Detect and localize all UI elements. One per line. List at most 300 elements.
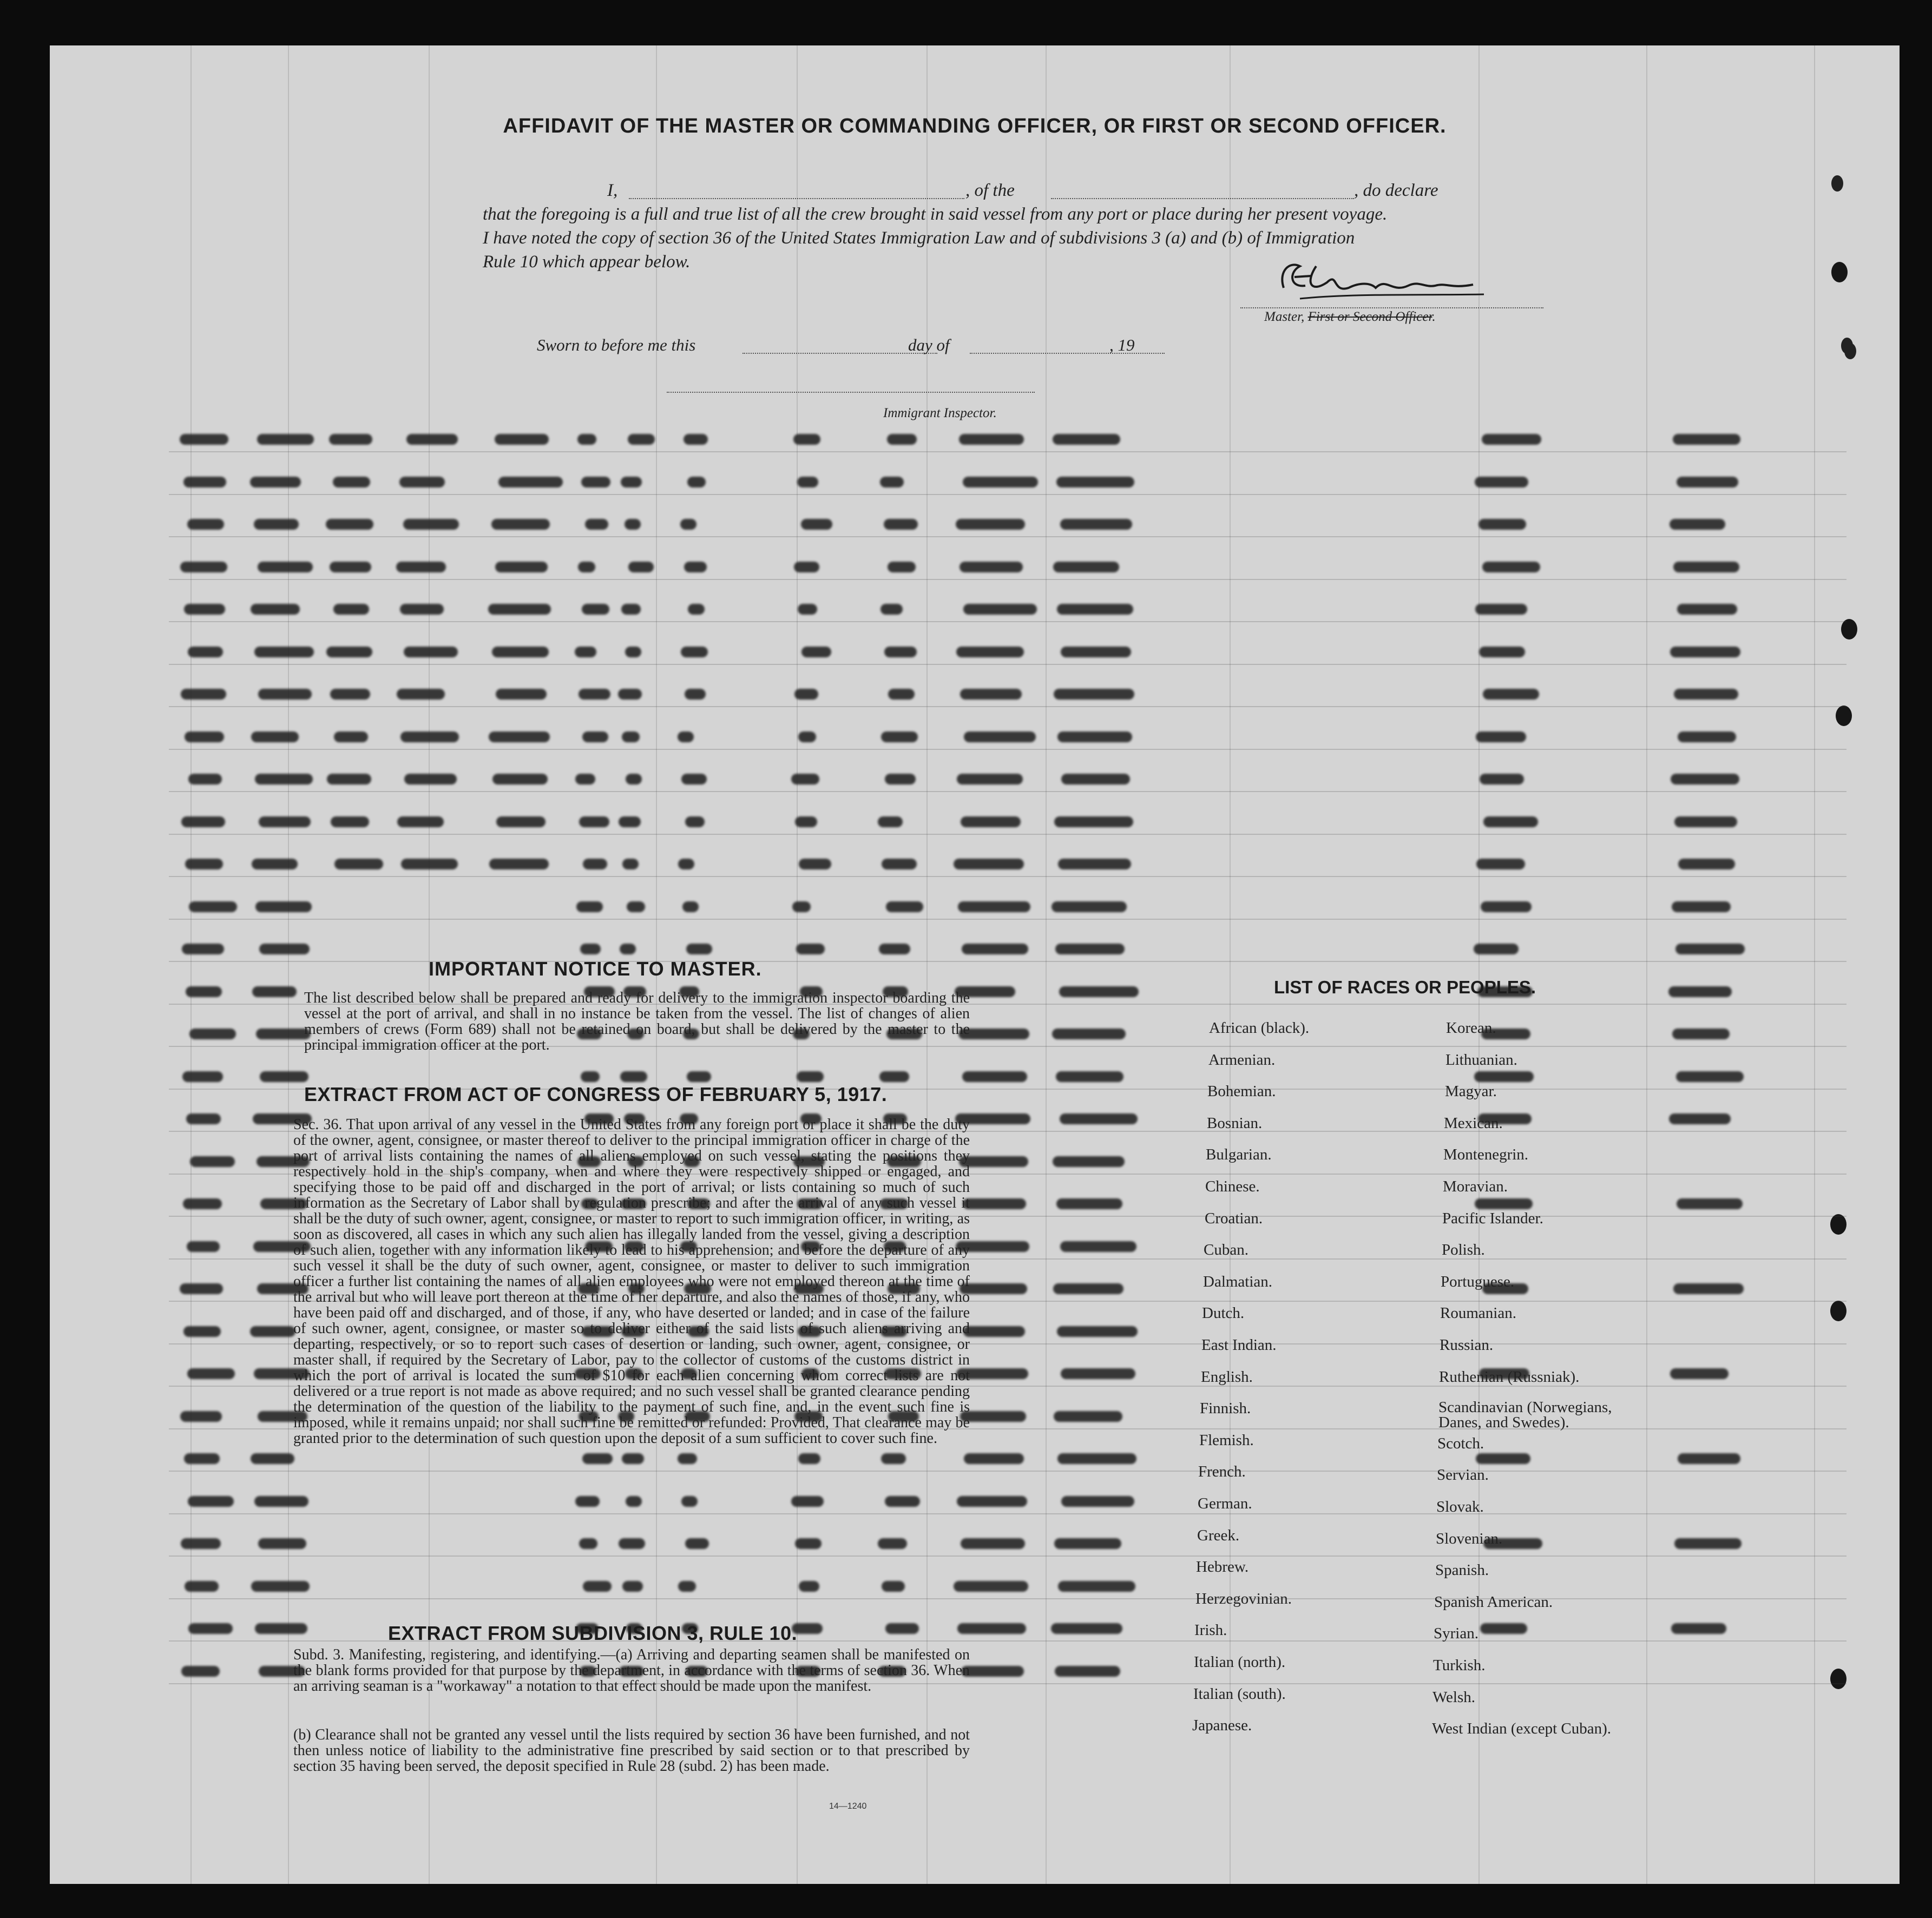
notice-text: The list described below shall be prepared and ready for delivery to the immigration inspector boarding the vessel at the port of arrival, and shall in no instance be taken from the vessel. The list of changes of alien members of crews (Form 689) shall not be retained on board, but shall be delivered by the master to the principal immigration officer at the port. <box>304 990 970 1053</box>
faded-entry <box>628 562 654 572</box>
faded-entry <box>1671 774 1739 785</box>
faded-entry <box>627 901 645 912</box>
faded-entry <box>580 944 601 954</box>
faded-entry <box>1670 519 1725 530</box>
race-item: Italian (south). <box>1193 1685 1286 1703</box>
faded-entry <box>406 434 458 445</box>
faded-entry <box>1672 901 1731 912</box>
faded-entry <box>678 731 694 742</box>
faded-entry <box>1478 519 1526 530</box>
faded-entry <box>1672 1029 1730 1039</box>
race-item: West Indian (except Cuban). <box>1432 1720 1612 1737</box>
faded-entry <box>881 731 918 742</box>
faded-entry <box>190 1156 235 1167</box>
faded-entry <box>582 604 609 615</box>
faded-entry <box>796 944 825 954</box>
faded-entry <box>792 901 811 912</box>
race-item: Bohemian. <box>1207 1083 1276 1100</box>
faded-entry <box>795 1538 822 1549</box>
faded-entry <box>183 477 226 487</box>
faded-entry <box>255 774 313 785</box>
punch-hole-icon <box>1831 262 1848 282</box>
faded-entry <box>621 604 641 615</box>
inspector-label: Immigrant Inspector. <box>883 406 997 420</box>
faded-entry <box>181 1666 220 1677</box>
faded-entry <box>957 1496 1027 1507</box>
faded-entry <box>798 604 817 615</box>
faded-entry <box>798 731 816 742</box>
races-title: LIST OF RACES OR PEOPLES. <box>1274 977 1536 997</box>
faded-entry <box>187 519 224 530</box>
faded-entry <box>1678 731 1736 742</box>
day-of-label: day of <box>908 335 950 354</box>
faded-entry <box>680 519 696 530</box>
faded-entry <box>579 689 610 700</box>
race-item: Croatian. <box>1205 1210 1263 1227</box>
faded-entry <box>963 477 1038 487</box>
faded-entry <box>1476 859 1525 869</box>
faded-entry <box>333 477 370 487</box>
faded-entry <box>250 1326 295 1337</box>
faded-entry <box>1678 1453 1740 1464</box>
faded-entry <box>1052 901 1127 912</box>
faded-entry <box>626 1496 642 1507</box>
faded-entry <box>255 901 312 912</box>
race-item: Polish. <box>1442 1241 1485 1258</box>
faded-entry <box>799 1581 819 1592</box>
faded-entry <box>794 562 819 572</box>
faded-entry <box>885 774 916 785</box>
extract-act-title: EXTRACT FROM ACT OF CONGRESS OF FEBRUARY 5, 1917. <box>304 1083 888 1105</box>
faded-entry <box>576 901 603 912</box>
faded-entry <box>791 774 819 785</box>
faded-entry <box>628 434 655 445</box>
faded-entry <box>180 1411 222 1422</box>
faded-entry <box>400 731 459 742</box>
faded-entry <box>180 434 228 445</box>
faded-entry <box>1673 434 1740 445</box>
faded-entry <box>1054 1411 1122 1422</box>
faded-entry <box>185 731 224 742</box>
faded-entry <box>620 944 636 954</box>
faded-entry <box>180 562 227 572</box>
faded-entry <box>685 689 706 700</box>
faded-entry <box>880 604 903 615</box>
faded-entry <box>185 1581 219 1592</box>
race-item: Armenian. <box>1208 1051 1276 1069</box>
faded-entry <box>888 689 915 700</box>
section-36-text: Sec. 36. That upon arrival of any vessel in the United States from any foreign port or place it shall be the duty of the owner, agent, consignee, or master thereof to deliver to the principal immigration officer in charge of the port of arrival lists containing the names of all aliens employed on such vessel, stating the positions they respectively hold in the ship's company, when and where they were respectively shipped or engaged, and specifying those to be paid off and discharged in the port of arrival; or lists containing so much of such information as the Secretary of Labor shall by regulation prescribe; and after the arrival of any such vessel it shall be the duty of such owner, agent, consignee, or master to report to such immigration officer, in writing, as soon as discovered, all cases in which any such alien has illegally landed from the vessel, giving a description of such alien, together with any information likely to lead to his apprehension; and before the departure of any such vessel it shall be the duty of such owner, agent, consignee, or master to deliver to such immigration officer a further list containing the names of all alien employees who were not employed thereon at the time of the arrival but who will leave port thereon at the time of her departure, and also the names of those, if any, who have been paid off and discharged, and of those, if any, who have deserted or landed; and in case of the failure of such owner, agent, consignee, or master so to deliver either of the said lists of such aliens arriving and departing, respectively, or so to report such cases of desertion or landing, such owner, agent, consignee, or master shall, if required by the Secretary of Labor, pay to the collector of customs of the customs district in which the port of arrival is located the sum of $10 for each alien concerning whom correct lists are not delivered or a true report is not made as above required; and no such vessel shall be granted clearance pending the determination of the question of the liability to the payment of such fine, and, in the event such fine is imposed, while it remains unpaid; nor shall such fine be remitted or refunded: Provided, That clearance may be granted prior to the determination of such question upon the deposit of a sum sufficient to cover such fine. <box>293 1116 970 1447</box>
faded-entry <box>1057 1453 1136 1464</box>
faded-entry <box>251 1581 310 1592</box>
punch-hole-icon <box>1836 706 1852 726</box>
faded-entry <box>1060 519 1132 530</box>
race-item: East Indian. <box>1201 1336 1277 1354</box>
faded-entry <box>188 1623 233 1634</box>
faded-entry <box>1675 944 1745 954</box>
race-item: Dalmatian. <box>1203 1273 1273 1290</box>
faded-entry <box>260 1071 308 1082</box>
faded-entry <box>330 689 370 700</box>
faded-entry <box>489 731 550 742</box>
faded-entry <box>964 731 1036 742</box>
faded-entry <box>1480 1623 1527 1634</box>
faded-entry <box>1053 562 1119 572</box>
faded-entry <box>326 647 372 657</box>
faded-entry <box>399 477 445 487</box>
faded-entry <box>961 1666 1024 1677</box>
faded-entry <box>795 816 817 827</box>
race-item: Magyar. <box>1445 1083 1497 1100</box>
faded-entry <box>626 774 642 785</box>
faded-entry <box>880 477 904 487</box>
faded-entry <box>1057 604 1133 615</box>
faded-entry <box>620 1071 647 1082</box>
faded-entry <box>957 1623 1026 1634</box>
faded-entry <box>255 1623 307 1634</box>
faded-entry <box>1061 647 1131 657</box>
faded-entry <box>684 434 708 445</box>
race-item: Flemish. <box>1199 1432 1254 1449</box>
faded-entry <box>881 1453 906 1464</box>
faded-entry <box>1480 774 1524 785</box>
faded-entry <box>1475 477 1528 487</box>
faded-entry <box>404 647 458 657</box>
race-item: Slovenian. <box>1436 1530 1503 1547</box>
faded-entry <box>254 519 299 530</box>
faded-entry <box>1059 986 1139 997</box>
subdivision-b-text: (b) Clearance shall not be granted any vessel until the lists required by section 36 have been furnished, and not then unless notice of liability to the administrative fine prescribed by said section or to that prescribed by section 35 having been served, the deposit specified in Rule 28 (subd. 2) has been made. <box>293 1726 970 1775</box>
faded-entry <box>1678 859 1735 869</box>
year-label: , 19 <box>1109 335 1135 354</box>
faded-entry <box>688 604 705 615</box>
faded-entry <box>404 774 457 785</box>
faded-entry <box>681 774 707 785</box>
faded-entry <box>579 816 609 827</box>
faded-entry <box>1053 1283 1123 1294</box>
faded-entry <box>1677 477 1738 487</box>
faded-entry <box>583 859 607 869</box>
faded-entry <box>1476 731 1526 742</box>
faded-entry <box>492 774 548 785</box>
faded-entry <box>1054 1538 1121 1549</box>
faded-entry <box>685 816 705 827</box>
faded-entry <box>182 1071 223 1082</box>
faded-entry <box>258 689 312 700</box>
faded-entry <box>1479 647 1525 657</box>
faded-entry <box>259 816 311 827</box>
faded-entry <box>622 731 640 742</box>
affidavit-i-label: I, <box>607 181 618 200</box>
affidavit-title: AFFIDAVIT OF THE MASTER OR COMMANDING OFFICER, OR FIRST OR SECOND OFFICER. <box>503 115 1447 137</box>
race-item: Finnish. <box>1200 1400 1251 1417</box>
faded-entry <box>678 1453 697 1464</box>
faded-entry <box>1055 944 1125 954</box>
race-item: Roumanian. <box>1440 1304 1516 1322</box>
faded-entry <box>621 477 642 487</box>
faded-entry <box>1476 1453 1530 1464</box>
faded-entry <box>495 562 548 572</box>
faded-entry <box>619 816 641 827</box>
faded-entry <box>403 519 459 530</box>
faded-entry <box>1061 774 1130 785</box>
race-item: Spanish. <box>1435 1561 1489 1579</box>
race-item: Lithuanian. <box>1445 1051 1517 1069</box>
faded-entry <box>1483 689 1539 700</box>
faded-entry <box>1053 1156 1125 1167</box>
faded-entry <box>1475 604 1527 615</box>
affidavit-line-3: I have noted the copy of section 36 of the United States Immigration Law and of subdivisions 3 (a) and (b) of Immigration <box>483 228 1355 248</box>
faded-entry <box>1058 1581 1135 1592</box>
faded-entry <box>1056 1198 1122 1209</box>
punch-hole-icon <box>1830 1669 1846 1689</box>
faded-entry <box>251 604 300 615</box>
faded-entry <box>625 647 641 657</box>
faded-entry <box>878 816 903 827</box>
faded-entry <box>1677 1198 1743 1209</box>
faded-entry <box>183 1198 222 1209</box>
punch-hole-icon <box>1831 175 1843 192</box>
faded-entry <box>1674 816 1737 827</box>
faded-entry <box>577 434 596 445</box>
faded-entry <box>618 689 642 700</box>
race-item: Italian (north). <box>1194 1653 1286 1671</box>
faded-entry <box>329 434 372 445</box>
faded-entry <box>1673 1283 1744 1294</box>
faded-entry <box>961 1538 1025 1549</box>
faded-entry <box>956 519 1025 530</box>
race-item: Scotch. <box>1437 1435 1484 1452</box>
faded-entry <box>489 859 549 869</box>
faded-entry <box>258 562 313 572</box>
faded-entry <box>188 1496 234 1507</box>
faded-entry <box>885 1496 920 1507</box>
faded-entry <box>1670 647 1740 657</box>
faded-entry <box>188 774 222 785</box>
race-item: Bosnian. <box>1207 1115 1263 1132</box>
faded-entry <box>1060 1241 1136 1252</box>
faded-entry <box>1051 1623 1122 1634</box>
faded-entry <box>1668 986 1732 997</box>
faded-entry <box>622 859 639 869</box>
faded-entry <box>330 562 371 572</box>
faded-entry <box>1481 901 1532 912</box>
faded-entry <box>960 689 1022 700</box>
faded-entry <box>794 689 818 700</box>
master-signature <box>1267 250 1495 304</box>
faded-entry <box>687 477 706 487</box>
faded-entry <box>189 1029 236 1039</box>
faded-entry <box>326 519 373 530</box>
faded-entry <box>578 562 595 572</box>
form-number: 14—1240 <box>829 1802 867 1811</box>
faded-entry <box>954 1581 1028 1592</box>
race-item: Servian. <box>1437 1466 1489 1484</box>
faded-entry <box>1483 816 1538 827</box>
faded-entry <box>884 647 917 657</box>
race-item: Irish. <box>1194 1622 1227 1639</box>
faded-entry <box>882 859 917 869</box>
race-item: Welsh. <box>1432 1689 1476 1706</box>
faded-entry <box>251 1453 294 1464</box>
master-label: Master, <box>1264 309 1305 324</box>
faded-entry <box>583 1581 612 1592</box>
faded-entry <box>251 731 299 742</box>
punch-hole-icon <box>1830 1214 1846 1235</box>
notice-title: IMPORTANT NOTICE TO MASTER. <box>429 958 762 980</box>
faded-entry <box>579 1538 597 1549</box>
faded-entry <box>1056 477 1134 487</box>
race-item: Montenegrin. <box>1443 1146 1529 1163</box>
manifest-page <box>50 45 1900 1884</box>
race-item: African (black). <box>1209 1019 1310 1037</box>
faded-entry <box>1674 689 1738 700</box>
faded-entry <box>625 519 641 530</box>
sworn-label: Sworn to before me this <box>537 335 696 354</box>
faded-entry <box>681 647 708 657</box>
race-item: Spanish American. <box>1434 1593 1553 1611</box>
faded-entry <box>1670 1368 1729 1379</box>
race-item: Hebrew. <box>1196 1558 1249 1576</box>
faded-entry <box>254 647 314 657</box>
faded-entry <box>879 944 910 954</box>
race-item: Pacific Islander. <box>1442 1210 1543 1227</box>
race-item: Mexican. <box>1444 1115 1503 1132</box>
faded-entry <box>1057 1326 1138 1337</box>
faded-entry <box>1474 944 1519 954</box>
faded-entry <box>678 859 694 869</box>
faded-entry <box>960 562 1023 572</box>
faded-entry <box>801 647 831 657</box>
faded-entry <box>793 434 820 445</box>
faded-entry <box>878 1538 907 1549</box>
faded-entry <box>1055 1666 1120 1677</box>
faded-entry <box>1061 1368 1135 1379</box>
faded-entry <box>882 1581 905 1592</box>
faded-entry <box>686 944 712 954</box>
race-item: Korean. <box>1446 1019 1496 1037</box>
faded-entry <box>401 859 458 869</box>
faded-entry <box>687 1071 711 1082</box>
faded-entry <box>885 1623 919 1634</box>
faded-entry <box>581 1071 600 1082</box>
struck-officer-label: First or Second Officer <box>1307 309 1432 324</box>
faded-entry <box>333 604 369 615</box>
race-item: Bulgarian. <box>1206 1146 1272 1163</box>
faded-entry <box>963 1198 1026 1209</box>
faded-entry <box>1474 1071 1534 1082</box>
race-item: English. <box>1201 1368 1253 1386</box>
faded-entry <box>181 816 225 827</box>
faded-entry <box>1475 1198 1533 1209</box>
faded-entry <box>1052 1029 1126 1039</box>
faded-entry <box>181 689 226 700</box>
faded-entry <box>684 562 707 572</box>
faded-entry <box>884 519 918 530</box>
faded-entry <box>886 901 923 912</box>
faded-entry <box>1676 1071 1744 1082</box>
faded-entry <box>798 1453 820 1464</box>
faded-entry <box>327 774 371 785</box>
affidavit-line-2: that the foregoing is a full and true list of all the crew brought in said vessel from any port or place during her present voyage. <box>483 205 1388 224</box>
faded-entry <box>185 859 223 869</box>
race-item: Scandinavian (Norwegians, Danes, and Swedes). <box>1438 1399 1612 1431</box>
faded-entry <box>334 731 368 742</box>
extract-rule-title: EXTRACT FROM SUBDIVISION 3, RULE 10. <box>388 1622 798 1644</box>
faded-entry <box>397 816 444 827</box>
faded-entry <box>962 944 1028 954</box>
faded-entry <box>1058 859 1131 869</box>
faded-entry <box>957 774 1023 785</box>
race-item: Cuban. <box>1204 1241 1248 1258</box>
race-item: German. <box>1198 1495 1252 1512</box>
faded-entry <box>958 901 1030 912</box>
faded-entry <box>186 986 222 997</box>
faded-entry <box>496 689 547 700</box>
subdivision-a-text: Subd. 3. Manifesting, registering, and identifying.—(a) Arriving and departing seamen shall be manifested on the blank forms provided for that purpose by the department, in accordance with the terms of section 36. When an arriving seaman is a "workaway" a notation to that effect should be made upon the manifest. <box>293 1646 970 1695</box>
faded-entry <box>575 1496 600 1507</box>
faded-entry <box>888 562 916 572</box>
punch-hole-icon <box>1844 343 1856 359</box>
faded-entry <box>681 1496 698 1507</box>
faded-entry <box>1060 1113 1138 1124</box>
faded-entry <box>685 1538 709 1549</box>
faded-entry <box>184 1453 220 1464</box>
faded-entry <box>259 944 310 954</box>
faded-entry <box>619 1538 645 1549</box>
faded-entry <box>252 986 297 997</box>
faded-entry <box>1482 562 1540 572</box>
faded-entry <box>334 859 383 869</box>
faded-entry <box>1061 1496 1134 1507</box>
faded-entry <box>1482 434 1541 445</box>
race-item: Moravian. <box>1443 1178 1508 1195</box>
faded-entry <box>1671 1623 1726 1634</box>
faded-entry <box>954 859 1024 869</box>
faded-entry <box>962 1071 1027 1082</box>
faded-entry <box>799 859 831 869</box>
faded-entry <box>331 816 369 827</box>
faded-entry <box>186 1113 221 1124</box>
faded-entry <box>258 1538 306 1549</box>
faded-entry <box>188 647 223 657</box>
faded-entry <box>801 519 832 530</box>
faded-entry <box>495 434 549 445</box>
faded-entry <box>797 1071 824 1082</box>
faded-entry <box>581 477 610 487</box>
faded-entry <box>180 1283 223 1294</box>
faded-entry <box>182 944 224 954</box>
faded-entry <box>256 1029 311 1039</box>
race-item: French. <box>1198 1463 1246 1480</box>
faded-entry <box>181 1538 221 1549</box>
faded-entry <box>189 901 237 912</box>
faded-entry <box>1057 731 1132 742</box>
faded-entry <box>250 477 301 487</box>
affidavit-of-the-label: , of the <box>965 181 1015 200</box>
faded-entry <box>1674 1538 1742 1549</box>
faded-entry <box>622 1453 644 1464</box>
faded-entry <box>252 859 298 869</box>
faded-entry <box>887 434 917 445</box>
faded-entry <box>397 689 445 700</box>
faded-entry <box>622 1581 643 1592</box>
faded-entry <box>961 816 1021 827</box>
faded-entry <box>956 647 1024 657</box>
affidavit-line-4: Rule 10 which appear below. <box>483 252 691 272</box>
faded-entry <box>960 1411 1026 1422</box>
faded-entry <box>184 604 225 615</box>
